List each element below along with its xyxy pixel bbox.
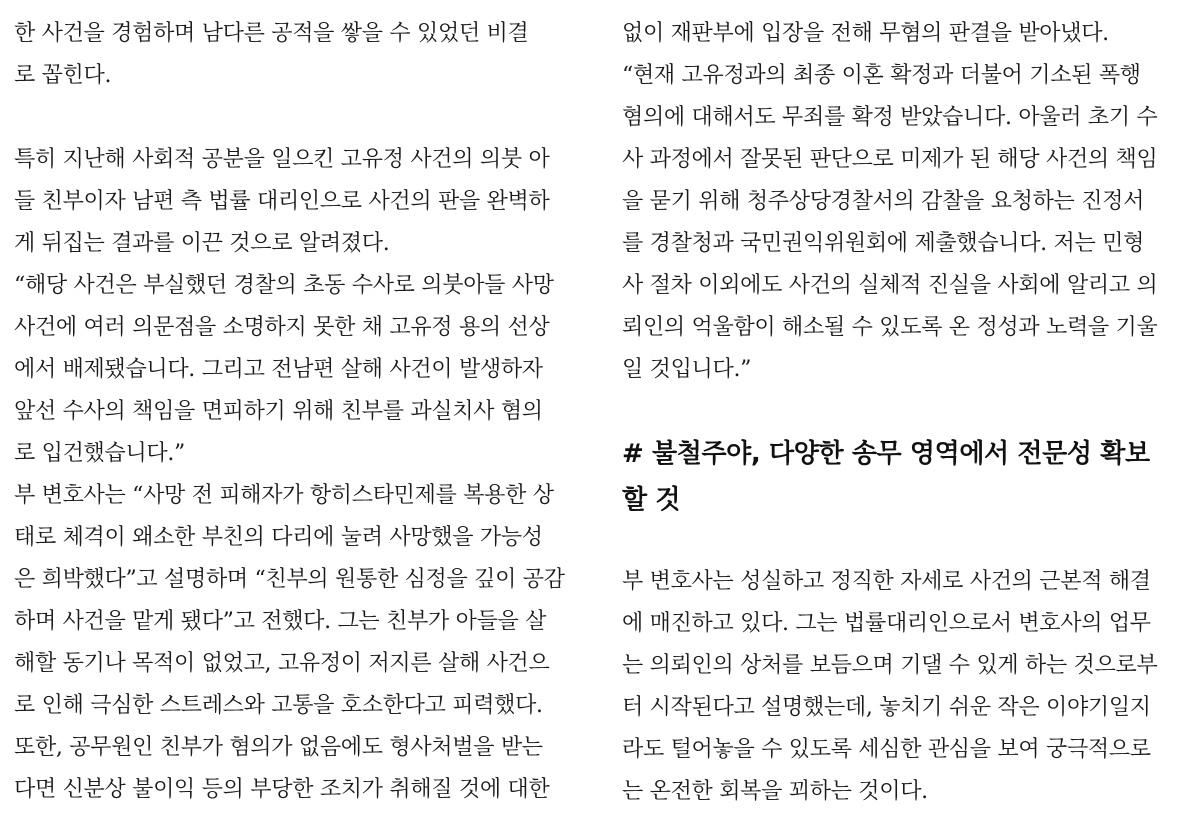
section-heading-continued: 할 것 — [622, 485, 681, 515]
quote-line: 일 것입니다.” — [622, 357, 752, 382]
paragraph-line: 없이 재판부에 입장을 전해 무혐의 판결을 받아냈다. — [622, 21, 1109, 46]
quote-line: 사 절차 이외에도 사건의 실체적 진실을 사회에 알리고 의 — [622, 273, 1158, 298]
quote-line: “해당 사건은 부실했던 경찰의 초동 수사로 의붓아들 사망 — [14, 273, 554, 298]
paragraph-line: 라도 털어놓을 수 있도록 세심한 관심을 보여 궁극적으로 — [622, 737, 1151, 762]
quote-line: 앞선 수사의 책임을 면피하기 위해 친부를 과실치사 혐의 — [14, 399, 543, 424]
paragraph-line: 에 매진하고 있다. 그는 법률대리인으로서 변호사의 업무 — [622, 611, 1151, 636]
quote-line: 혐의에 대해서도 무죄를 확정 받았습니다. 아울러 초기 수 — [622, 105, 1158, 130]
paragraph-line: 또한, 공무원인 친부가 혐의가 없음에도 형사처벌을 받는 — [14, 735, 543, 760]
paragraph-line: 하며 사건을 맡게 됐다”고 전했다. 그는 친부가 아들을 살 — [14, 609, 547, 634]
paragraph-line: 게 뒤집는 결과를 이끈 것으로 알려졌다. — [14, 231, 390, 256]
quote-line: 을 묻기 위해 청주상당경찰서의 감찰을 요청하는 진정서 — [622, 189, 1145, 214]
paragraph-line: 해할 동기나 목적이 없었고, 고유정이 저지른 살해 사건으 — [14, 651, 550, 676]
quote-line: 를 경찰청과 국민권익위원회에 제출했습니다. 저는 민형 — [622, 231, 1145, 256]
quote-line: 사 과정에서 잘못된 판단으로 미제가 된 해당 사건의 책임 — [622, 147, 1158, 172]
paragraph-line: 로 꼽힌다. — [14, 63, 112, 88]
paragraph-line: 로 인해 극심한 스트레스와 고통을 호소한다고 피력했다. — [14, 693, 543, 718]
paragraph-line: 태로 체격이 왜소한 부친의 다리에 눌려 사망했을 가능성 — [14, 525, 543, 550]
paragraph-line: 터 시작된다고 설명했는데, 놓치기 쉬운 작은 이야기일지 — [622, 695, 1151, 720]
section-heading: # 불철주야, 다양한 송무 영역에서 전문성 확보 — [622, 439, 1150, 469]
quote-line: 에서 배제됐습니다. 그리고 전남편 살해 사건이 발생하자 — [14, 357, 543, 382]
paragraph-line: 은 희박했다”고 설명하며 “친부의 원통한 심정을 깊이 공감 — [14, 567, 565, 592]
paragraph-line: 들 친부이자 남편 측 법률 대리인으로 사건의 판을 완벽하 — [14, 189, 550, 214]
paragraph-line: 한 사건을 경험하며 남다른 공적을 쌓을 수 있었던 비결 — [14, 21, 529, 46]
quote-line: 로 입건했습니다.” — [14, 441, 185, 466]
quote-line: 뢰인의 억울함이 해소될 수 있도록 온 정성과 노력을 기울 — [622, 315, 1158, 340]
paragraph-line: 는 온전한 회복을 꾀하는 것이다. — [622, 779, 928, 804]
paragraph-line: 다면 신분상 불이익 등의 부당한 조치가 취해질 것에 대한 — [14, 777, 550, 802]
quote-line: “현재 고유정과의 최종 이혼 확정과 더불어 기소된 폭행 — [622, 63, 1141, 88]
quote-line: 사건에 여러 의문점을 소명하지 못한 채 고유정 용의 선상 — [14, 315, 550, 340]
paragraph-line: 는 의뢰인의 상처를 보듬으며 기댈 수 있게 하는 것으로부 — [622, 653, 1158, 678]
paragraph-line: 부 변호사는 성실하고 정직한 자세로 사건의 근본적 해결 — [622, 569, 1151, 594]
paragraph-line: 부 변호사는 “사망 전 피해자가 항히스타민제를 복용한 상 — [14, 483, 554, 508]
paragraph-line: 특히 지난해 사회적 공분을 일으킨 고유정 사건의 의붓 아 — [14, 147, 550, 172]
